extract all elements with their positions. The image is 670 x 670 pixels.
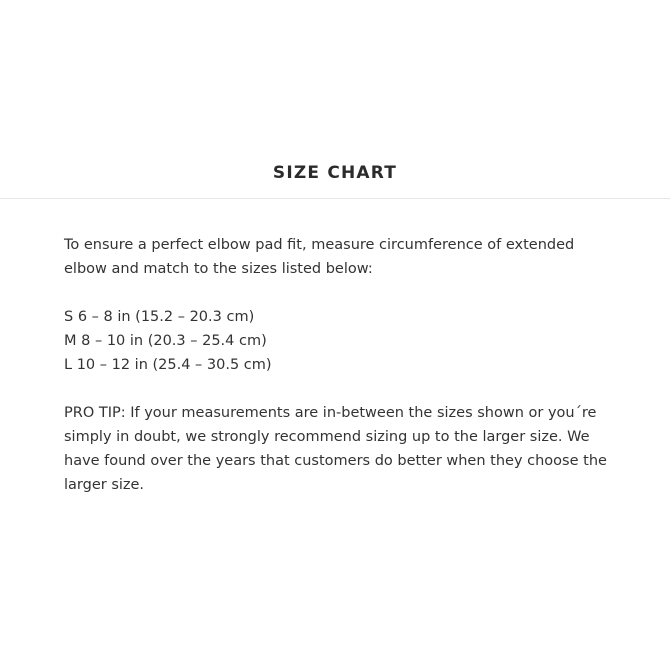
spacer xyxy=(64,281,614,305)
spacer xyxy=(64,377,614,401)
intro-text: To ensure a perfect elbow pad fit, measure circumference of extended elbow and match to the sizes listed below: xyxy=(64,237,575,277)
pro-tip-text: PRO TIP: If your measurements are in-between the sizes shown or you´re simply in doubt, we strongly recommend sizing up to the larger size. We have found over the years that customers do better when they choose the larger size. xyxy=(64,405,607,493)
size-chart-title: SIZE CHART xyxy=(272,163,398,183)
size-row-small: S 6 – 8 in (15.2 – 20.3 cm) xyxy=(64,309,255,325)
size-chart-header xyxy=(0,160,670,199)
size-row-large: L 10 – 12 in (25.4 – 30.5 cm) xyxy=(64,357,272,373)
size-row-medium: M 8 – 10 in (20.3 – 25.4 cm) xyxy=(64,333,267,349)
size-chart-content xyxy=(64,233,614,497)
